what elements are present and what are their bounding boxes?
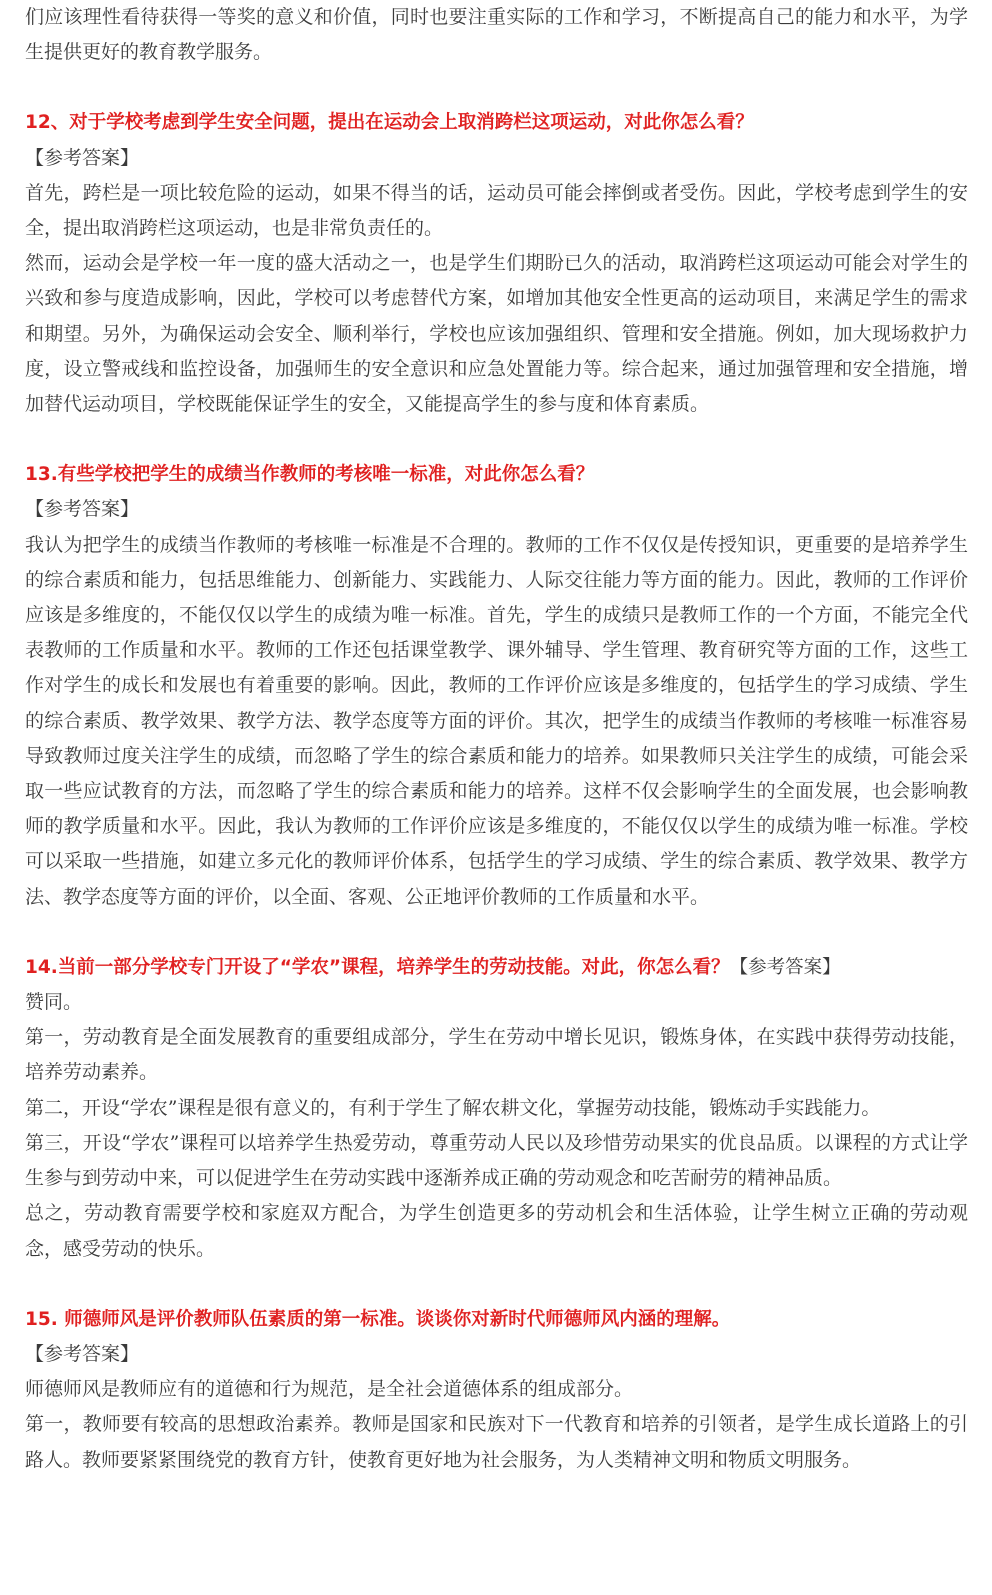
answer-label: 【参考答案】	[25, 146, 140, 169]
answer-paragraph: 第三，开设“学农”课程可以培养学生热爱劳动，尊重劳动人民以及珍惜劳动果实的优良品质。以课程的方式让学生参与到劳动中来，可以促进学生在劳动实践中逐渐养成正确的劳动观念和吃苦耐劳的精神品质。	[25, 1131, 968, 1190]
answer-label: 【参考答案】	[729, 956, 841, 978]
question-section-13	[25, 457, 968, 915]
answer-label: 【参考答案】	[25, 498, 140, 521]
question-heading: 15. 师德师风是评价教师队伍素质的第一标准。谈谈你对新时代师德师风内涵的理解。	[25, 1308, 731, 1330]
answer-label: 【参考答案】	[25, 1342, 140, 1365]
answer-paragraph: 赞同。	[25, 991, 83, 1014]
answer-paragraph: 第二，开设“学农”课程是很有意义的，有利于学生了解农耕文化，掌握劳动技能，锻炼动手实践能力。	[25, 1096, 881, 1119]
question-heading: 12、对于学校考虑到学生安全问题，提出在运动会上取消跨栏这项运动，对此你怎么看？	[25, 112, 754, 134]
answer-paragraph: 第一，劳动教育是全面发展教育的重要组成部分，学生在劳动中增长见识，锻炼身体，在实践中获得劳动技能，培养劳动素养。	[25, 1026, 968, 1084]
question-heading	[25, 950, 968, 985]
intro-paragraph: 们应该理性看待获得一等奖的意义和价值，同时也要注重实际的工作和学习，不断提高自己的能力和水平，为学生提供更好的教育教学服务。	[25, 6, 968, 64]
answer-paragraph: 师德师风是教师应有的道德和行为规范，是全社会道德体系的组成部分。	[25, 1378, 634, 1401]
answer-paragraph: 然而，运动会是学校一年一度的盛大活动之一，也是学生们期盼已久的活动，取消跨栏这项运动可能会对学生的兴致和参与度造成影响，因此，学校可以考虑替代方案，如增加其他安全性更高的运动项目，来满足学生的需求和期望。另外，为确保运动会安全、顺利举行，学校也应该加强组织、管理和安全措施。例如，加大现场救护力度，设立警戒线和监控设备，加强师生的安全意识和应急处置能力等。综合起来，通过加强管理和安全措施，增加替代运动项目，学校既能保证学生的安全，又能提高学生的参与度和体育素质。	[25, 252, 968, 416]
answer-paragraph: 首先，跨栏是一项比较危险的运动，如果不得当的话，运动员可能会摔倒或者受伤。因此，学校考虑到学生的安全，提出取消跨栏这项运动，也是非常负责任的。	[25, 181, 968, 240]
section-gap	[25, 915, 968, 950]
section-gap	[25, 422, 968, 457]
section-gap	[25, 1267, 968, 1302]
question-section-12	[25, 105, 968, 422]
question-section-15	[25, 1302, 968, 1478]
answer-paragraph: 我认为把学生的成绩当作教师的考核唯一标准是不合理的。教师的工作不仅仅是传授知识，更重要的是培养学生的综合素质和能力，包括思维能力、创新能力、实践能力、人际交往能力等方面的能力。因此，教师的工作评价应该是多维度的，不能仅仅以学生的成绩为唯一标准。首先，学生的成绩只是教师工作的一个方面，不能完全代表教师的工作质量和水平。教师的工作还包括课堂教学、课外辅导、学生管理、教育研究等方面的工作，这些工作对学生的成长和发展也有着重要的影响。因此，教师的工作评价应该是多维度的，包括学生的学习成绩、学生的综合素质、教学效果、教学方法、教学态度等方面的评价。其次，把学生的成绩当作教师的考核唯一标准容易导致教师过度关注学生的成绩，而忽略了学生的综合素质和能力的培养。如果教师只关注学生的成绩，可能会采取一些应试教育的方法，而忽略了学生的综合素质和能力的培养。这样不仅会影响学生的全面发展，也会影响教师的教学质量和水平。因此，我认为教师的工作评价应该是多维度的，不能仅仅以学生的成绩为唯一标准。学校可以采取一些措施，如建立多元化的教师评价体系，包括学生的学习成绩、学生的综合素质、教学效果、教学方法、教学态度等方面的评价，以全面、客观、公正地评价教师的工作质量和水平。	[25, 533, 968, 908]
question-text: 14.当前一部分学校专门开设了“学农”课程，培养学生的劳动技能。对此，你怎么看？	[25, 956, 730, 978]
question-section-14	[25, 950, 968, 1267]
question-heading: 13.有些学校把学生的成绩当作教师的考核唯一标准，对此你怎么看？	[25, 464, 595, 486]
answer-paragraph: 第一，教师要有较高的思想政治素养。教师是国家和民族对下一代教育和培养的引领者，是学生成长道路上的引路人。教师要紧紧围绕党的教育方针，使教育更好地为社会服务，为人类精神文明和物质文明服务。	[25, 1413, 968, 1471]
answer-paragraph: 总之，劳动教育需要学校和家庭双方配合，为学生创造更多的劳动机会和生活体验，让学生树立正确的劳动观念，感受劳动的快乐。	[25, 1202, 968, 1260]
section-gap	[25, 70, 968, 105]
